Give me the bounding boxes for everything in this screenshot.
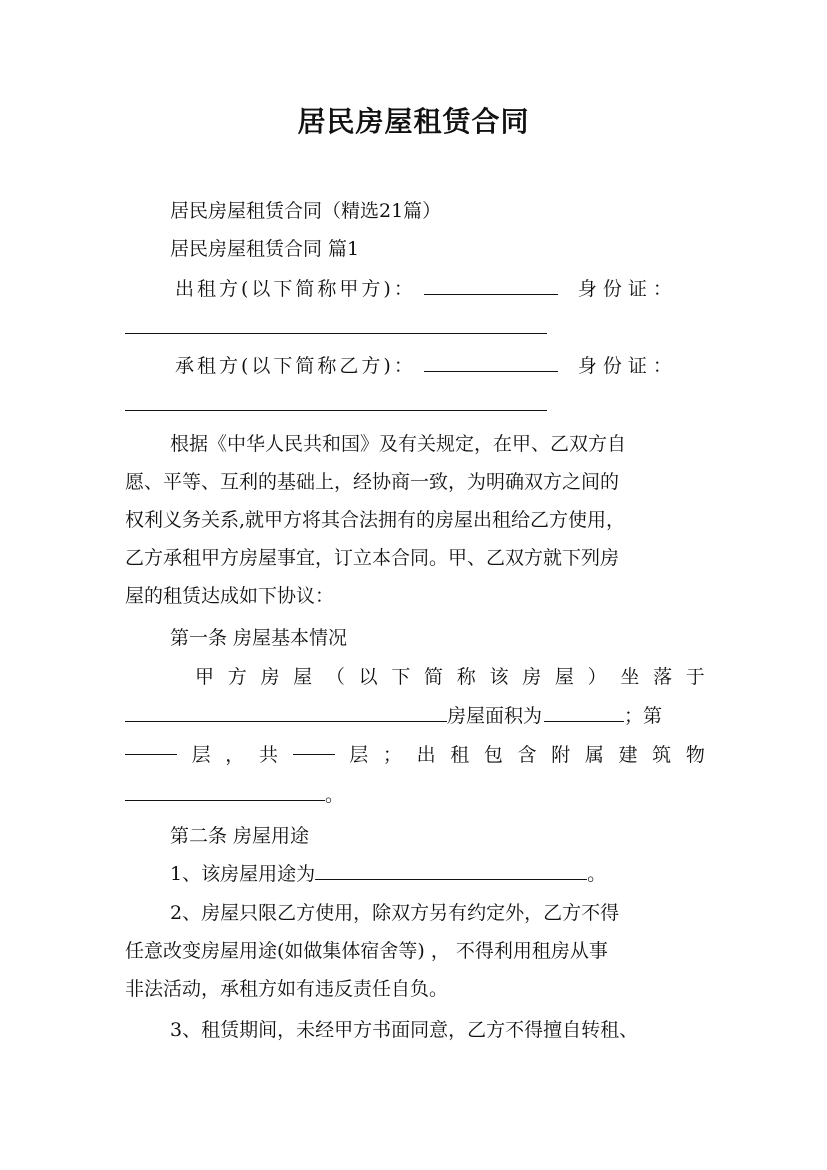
lessee-id-label: 身份证： — [577, 355, 678, 377]
article2-item2-line: 2、房屋只限乙方使用，除双方另有约定外，乙方不得 — [170, 902, 620, 924]
article1-location-line — [195, 658, 705, 696]
lessor-id-label: 身份证： — [577, 278, 678, 300]
location-char: 落 — [653, 666, 673, 688]
location-char: 屋 — [293, 666, 313, 688]
location-char: 坐 — [620, 666, 640, 688]
area-blank — [544, 703, 624, 722]
article1-floor-line — [125, 736, 705, 774]
location-char: （ — [325, 666, 345, 688]
usage-blank — [315, 861, 587, 880]
location-blank — [125, 703, 447, 722]
floor-char: 建 — [618, 744, 638, 766]
document-title: 居民房屋租赁合同 — [297, 105, 530, 138]
article2-item2-line: 非法活动，承租方如有违反责任自负。 — [125, 978, 449, 1000]
lessee-line — [175, 347, 705, 385]
location-char: 以 — [358, 666, 378, 688]
preamble-line: 愿、平等、互利的基础上，经协商一致，为明确双方之间的 — [125, 471, 620, 493]
preamble-line: 权利义务关系,就甲方将其合法拥有的房屋出租给乙方使用， — [125, 509, 626, 531]
lessor-label: 出租方(以下简称甲方)： — [175, 278, 416, 300]
preamble-line: 根据《中华人民共和国》及有关规定，在甲、乙双方自 — [170, 433, 627, 455]
floor-char: 包 — [483, 744, 503, 766]
end-mark: 。 — [325, 784, 345, 806]
floor-blank — [125, 736, 177, 755]
floor-char: 物 — [685, 744, 705, 766]
item1-suffix: 。 — [587, 863, 607, 885]
lessee-id-blank — [125, 410, 547, 411]
location-char: 简 — [424, 666, 444, 688]
floor-char: ； — [382, 744, 402, 766]
article1-attachment-line — [125, 776, 705, 814]
location-char: 房 — [522, 666, 542, 688]
floor-char: 含 — [517, 744, 537, 766]
location-char: ） — [587, 666, 607, 688]
location-char: 下 — [391, 666, 411, 688]
preamble-line: 乙方承租甲方房屋事宜，订立本合同。甲、乙双方就下列房 — [125, 547, 620, 569]
location-char: 屋 — [554, 666, 574, 688]
floor-char: 出 — [416, 744, 436, 766]
article2-item3: 3、租赁期间，未经甲方书面同意，乙方不得擅自转租、 — [170, 1019, 639, 1041]
location-char: 方 — [227, 666, 247, 688]
floor-char: 附 — [551, 744, 571, 766]
item1-prefix: 1、该房屋用途为 — [170, 863, 316, 885]
article2-item2-line: 任意改变房屋用途(如做集体宿舍等) ， 不得利用租房从事 — [125, 940, 608, 962]
floor-char: ， — [225, 744, 245, 766]
document-subtitle: 居民房屋租赁合同（精选21篇） — [170, 200, 442, 222]
lessor-id-blank — [125, 333, 547, 334]
floor-prefix: ；第 — [624, 705, 663, 727]
total-floors-blank — [293, 736, 335, 755]
location-char: 称 — [456, 666, 476, 688]
article1-area-line — [125, 697, 705, 735]
attachment-blank — [125, 782, 325, 801]
location-char: 该 — [489, 666, 509, 688]
floor-char: 属 — [584, 744, 604, 766]
article2-item1 — [170, 855, 710, 893]
lessor-line — [175, 270, 705, 308]
section-heading: 居民房屋租赁合同 篇1 — [170, 238, 360, 260]
floor-char: 层 — [191, 744, 211, 766]
floor-char: 层 — [349, 744, 369, 766]
lessee-name-blank — [424, 353, 558, 372]
lessor-name-blank — [424, 276, 558, 295]
preamble-line: 屋的租赁达成如下协议： — [125, 585, 335, 607]
location-char: 甲 — [195, 666, 215, 688]
area-label: 房屋面积为 — [447, 705, 543, 727]
floor-char: 租 — [450, 744, 470, 766]
article2-heading: 第二条 房屋用途 — [170, 825, 310, 847]
lessee-label: 承租方(以下简称乙方)： — [175, 355, 416, 377]
floor-char: 筑 — [652, 744, 672, 766]
floor-char: 共 — [258, 744, 278, 766]
location-char: 于 — [685, 666, 705, 688]
article1-heading: 第一条 房屋基本情况 — [170, 627, 348, 649]
location-char: 房 — [260, 666, 280, 688]
